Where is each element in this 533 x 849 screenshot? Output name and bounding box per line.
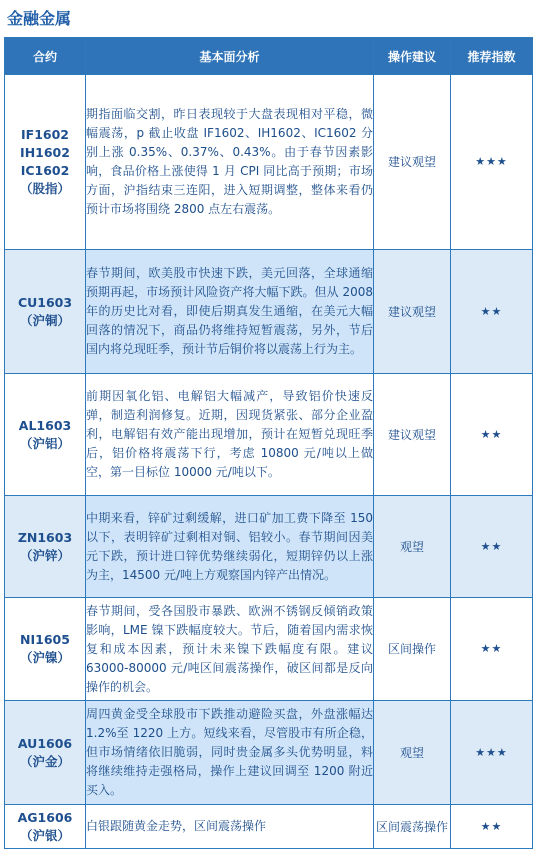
- advice-cell: 建议观望: [374, 250, 451, 374]
- table-row: [5, 598, 533, 701]
- contract-category: （沪铜）: [19, 312, 70, 328]
- contract-code: IC1602: [20, 163, 70, 178]
- rating-stars: ★★★: [451, 701, 533, 805]
- analysis-cell: 周四黄金受全球股市下跌推动避险买盘，外盘涨幅达 1.2%至 1220 上方。短线来看，尽管股市有所企稳，但市场情绪依旧脆弱，同时贵金属多头优势明显，料将继续维持走强格局，操作上建议回调至 1200 附近买入。: [86, 701, 374, 805]
- contract-code: NI1605: [20, 632, 70, 647]
- contract-category: （沪金）: [19, 753, 70, 769]
- header-rating: 推荐指数: [451, 38, 533, 75]
- contract-cell: [5, 374, 86, 496]
- advice-cell: 区间震荡操作: [374, 805, 451, 849]
- rating-stars: ★★: [451, 496, 533, 598]
- table-row: [5, 75, 533, 250]
- rating-stars: ★★: [451, 598, 533, 701]
- contract-code: IF1602: [21, 127, 69, 142]
- advice-cell: 观望: [374, 701, 451, 805]
- contract-code: AU1606: [17, 735, 73, 751]
- rating-stars: ★★: [451, 250, 533, 374]
- rating-stars: ★★: [451, 805, 533, 849]
- analysis-cell: 中期来看，锌矿过剩缓解，进口矿加工费下降至 150 以下，表明锌矿过剩相对铜、铝较小。春节期间因美元下跌，预计进口锌优势继续弱化，短期锌仍以上涨为主，14500 元/吨上方观察国内锌产出情况。: [86, 496, 374, 598]
- contract-cell: [5, 250, 86, 374]
- rating-stars: ★★★: [451, 75, 533, 250]
- analysis-cell: 期指面临交割，昨日表现较于大盘表现相对平稳，微幅震荡，p 截止收盘 IF1602、IH1602、IC1602 分别上涨 0.35%、0.37%、0.43%。由于春节因素影响，食品价格上涨使得 1 月 CPI 同比高于预期；市场方面，沪指结束三连阳，进入短期调整，整体来看仍预计市场将围绕 2800 点左右震荡。: [86, 75, 374, 250]
- header-contract: 合约: [5, 38, 86, 75]
- advice-cell: 建议观望: [374, 374, 451, 496]
- table-row: [5, 805, 533, 849]
- analysis-cell: 前期因氧化铝、电解铝大幅减产，导致铝价快速反弹，制造利润修复。近期，因现货紧张、部分企业盈利，电解铝有效产能出现增加，预计在短暂兑现旺季后，铝价格将震荡下行，考虑 10800 元/吨以上做空，第一目标位 10000 元/吨以下。: [86, 374, 374, 496]
- contract-cell: [5, 701, 86, 805]
- contract-category: （沪银）: [19, 827, 70, 843]
- contract-category: （股指）: [19, 181, 70, 196]
- contract-code: AL1603: [18, 417, 72, 433]
- financial-metals-table: [4, 37, 533, 849]
- advice-cell: 建议观望: [374, 75, 451, 250]
- contract-category: （沪镍）: [19, 650, 70, 665]
- header-advice: 操作建议: [374, 38, 451, 75]
- contract-category: （沪铝）: [19, 435, 70, 451]
- table-header-row: [5, 38, 533, 75]
- contract-code: ZN1603: [17, 529, 73, 545]
- analysis-cell: 白银跟随黄金走势，区间震荡操作: [86, 805, 374, 849]
- contract-cell: [5, 496, 86, 598]
- contract-cell: [5, 805, 86, 849]
- analysis-cell: 春节期间，受各国股市暴跌、欧洲不锈钢反倾销政策影响，LME 镍下跌幅度较大。节后，随着国内需求恢复和成本因素，预计未来镍下跌幅度有限。建议 63000-80000 元/吨区间震荡操作，破区间都是反向操作的机会。: [86, 598, 374, 701]
- table-row: [5, 374, 533, 496]
- contract-code: CU1603: [17, 294, 73, 310]
- analysis-cell: 春节期间，欧美股市快速下跌，美元回落，全球通缩预期再起，市场预计风险资产将大幅下跌。但从 2008 年的历史比对看，即使后期真发生通缩，在美元大幅回落的情况下，商品仍将维持短暂震荡，另外，节后国内将兑现旺季，预计节后铜价将以震荡上行为主。: [86, 250, 374, 374]
- table-row: [5, 496, 533, 598]
- table-row: [5, 701, 533, 805]
- advice-cell: 观望: [374, 496, 451, 598]
- contract-cell: [5, 75, 86, 250]
- contract-code: AG1606: [17, 809, 73, 825]
- contract-category: （沪锌）: [19, 547, 70, 563]
- contract-cell: [5, 598, 86, 701]
- table-row: [5, 250, 533, 374]
- header-analysis: 基本面分析: [86, 38, 374, 75]
- advice-cell: 区间操作: [374, 598, 451, 701]
- contract-code: IH1602: [20, 145, 70, 160]
- page-title: 金融金属: [7, 9, 72, 28]
- rating-stars: ★★: [451, 374, 533, 496]
